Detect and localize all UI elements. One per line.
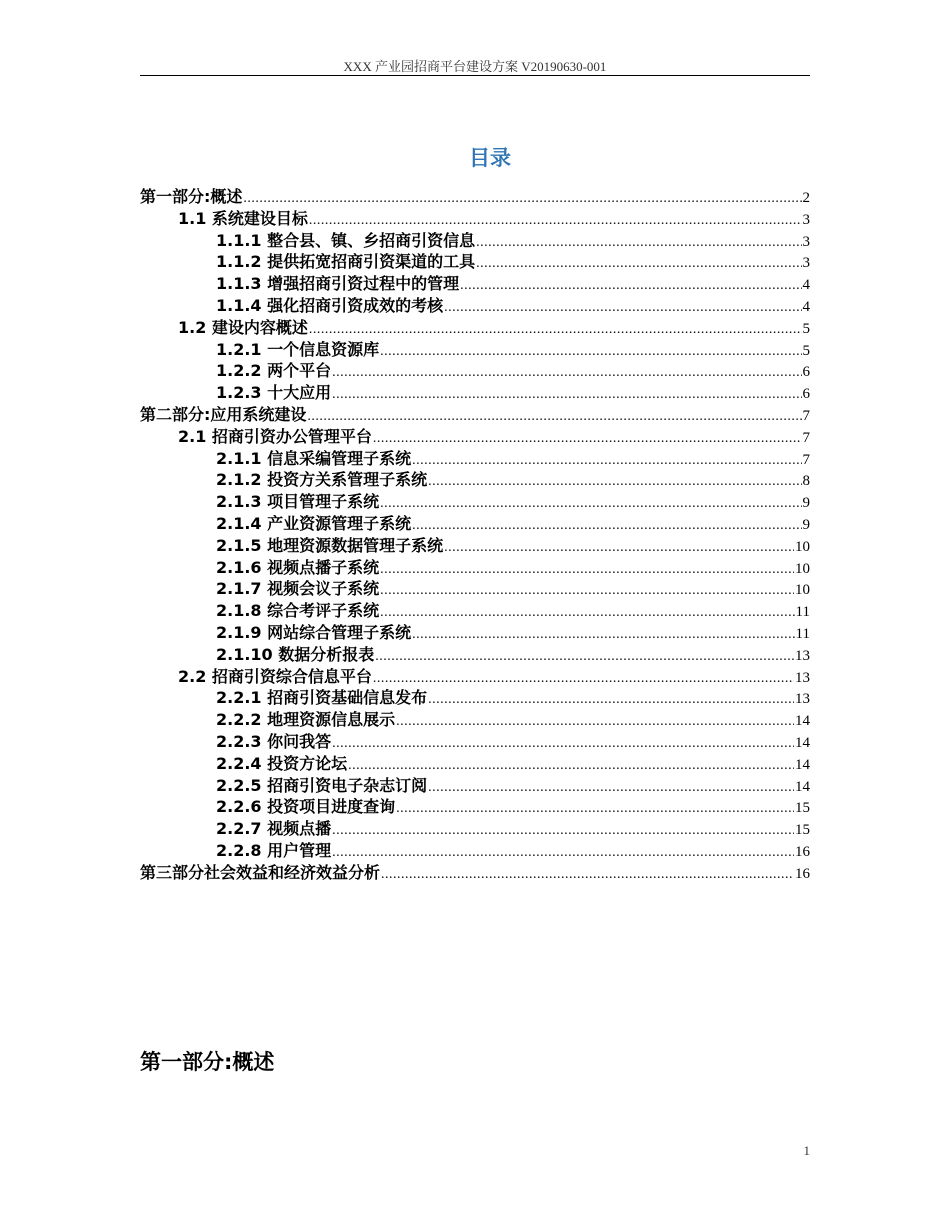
toc-dot-leader	[309, 319, 802, 341]
toc-entry-title: 第一部分:概述	[140, 187, 243, 206]
toc-dot-leader	[396, 711, 794, 733]
toc-entry-page: 3	[802, 211, 810, 228]
toc-entry-page: 10	[795, 582, 810, 599]
toc-entry-title: 2.1.3 项目管理子系统	[216, 492, 380, 512]
toc-entry-title: 第二部分:应用系统建设	[140, 404, 307, 424]
toc-entry[interactable]	[140, 709, 810, 731]
toc-entry[interactable]	[140, 251, 810, 273]
toc-entry-title: 2.1.1 信息采编管理子系统	[216, 448, 412, 468]
toc-dot-leader	[332, 362, 801, 384]
toc-dot-leader	[373, 428, 802, 450]
toc-entry-page: 10	[795, 538, 810, 555]
toc-dot-leader	[243, 188, 801, 210]
toc-dot-leader	[307, 406, 801, 428]
toc-entry-page: 13	[795, 669, 810, 686]
toc-entry-page: 4	[802, 298, 810, 315]
page-number: 1	[803, 1143, 810, 1158]
toc-dot-leader	[412, 450, 801, 472]
toc-entry[interactable]	[140, 862, 810, 884]
toc-dot-leader	[381, 864, 794, 886]
toc-entry-title: 2.2.1 招商引资基础信息发布	[216, 688, 428, 708]
toc-dot-leader	[428, 689, 794, 711]
toc-entry-page: 16	[795, 865, 810, 882]
toc-entry[interactable]	[140, 753, 810, 775]
toc-entry[interactable]	[140, 535, 810, 557]
table-of-contents	[140, 186, 810, 884]
toc-entry-title: 2.1.8 综合考评子系统	[216, 601, 380, 621]
page-header: XXX 产业园招商平台建设方案 V20190630-001	[343, 59, 607, 74]
toc-dot-leader	[460, 275, 801, 297]
toc-entry-page: 13	[795, 691, 810, 708]
toc-entry-title: 2.2.2 地理资源信息展示	[216, 710, 396, 730]
toc-entry-page: 14	[795, 756, 810, 773]
toc-entry-page: 15	[795, 800, 810, 817]
toc-entry-page: 2	[802, 190, 810, 206]
toc-entry-page: 7	[802, 407, 810, 424]
toc-dot-leader	[375, 646, 794, 668]
toc-entry-title: 2.1.2 投资方关系管理子系统	[216, 470, 428, 490]
toc-entry-title: 2.2.8 用户管理	[216, 840, 332, 860]
toc-entry[interactable]	[140, 644, 810, 666]
toc-entry-title: 1.1.4 强化招商引资成效的考核	[216, 295, 444, 315]
toc-entry[interactable]	[140, 578, 810, 600]
toc-entry-page: 14	[795, 713, 810, 730]
toc-entry[interactable]	[140, 230, 810, 252]
toc-entry-page: 10	[795, 560, 810, 577]
toc-dot-leader	[380, 341, 801, 363]
toc-entry-page: 15	[795, 822, 810, 839]
toc-entry[interactable]	[140, 775, 810, 797]
toc-entry-page: 9	[802, 495, 810, 512]
toc-entry-title: 2.2 招商引资综合信息平台	[178, 666, 372, 686]
toc-entry[interactable]	[140, 404, 810, 426]
toc-entry-title: 1.1.3 增强招商引资过程中的管理	[216, 274, 460, 294]
toc-dot-leader	[373, 668, 794, 690]
toc-entry-title: 第三部分社会效益和经济效益分析	[140, 862, 381, 882]
toc-entry[interactable]	[140, 317, 810, 339]
toc-entry-page: 16	[795, 843, 810, 860]
toc-entry[interactable]	[140, 186, 810, 208]
toc-entry[interactable]	[140, 382, 810, 404]
toc-dot-leader	[332, 820, 794, 842]
toc-entry-title: 2.1.4 产业资源管理子系统	[216, 513, 412, 533]
toc-dot-leader	[412, 515, 801, 537]
toc-entry-page: 5	[802, 342, 810, 359]
toc-entry[interactable]	[140, 796, 810, 818]
toc-entry-page: 14	[795, 734, 810, 751]
toc-dot-leader	[476, 232, 801, 254]
toc-dot-leader	[428, 777, 794, 799]
section-heading: 第一部分:概述	[140, 1050, 275, 1074]
toc-entry[interactable]	[140, 840, 810, 862]
toc-dot-leader	[332, 842, 794, 864]
toc-entry[interactable]	[140, 818, 810, 840]
toc-entry-page: 13	[795, 647, 810, 664]
toc-entry[interactable]	[140, 426, 810, 448]
toc-entry-page: 14	[795, 778, 810, 795]
toc-dot-leader	[444, 297, 801, 319]
toc-title: 目录	[469, 146, 511, 170]
toc-dot-leader	[380, 602, 794, 624]
toc-entry[interactable]	[140, 600, 810, 622]
toc-entry-page: 11	[795, 604, 810, 621]
toc-dot-leader	[380, 580, 794, 602]
toc-entry[interactable]	[140, 513, 810, 535]
toc-entry[interactable]	[140, 666, 810, 688]
toc-entry[interactable]	[140, 448, 810, 470]
toc-dot-leader	[332, 733, 794, 755]
toc-entry[interactable]	[140, 273, 810, 295]
toc-entry-page: 7	[802, 429, 810, 446]
toc-entry-title: 1.1.2 提供拓宽招商引资渠道的工具	[216, 252, 476, 272]
toc-entry-title: 2.1.5 地理资源数据管理子系统	[216, 535, 444, 555]
toc-dot-leader	[396, 798, 794, 820]
toc-entry-title: 2.1.10 数据分析报表	[216, 644, 375, 664]
toc-dot-leader	[428, 471, 801, 493]
toc-entry-title: 2.2.5 招商引资电子杂志订阅	[216, 775, 428, 795]
toc-entry-page: 6	[802, 386, 810, 403]
header-rule	[140, 75, 810, 76]
toc-entry[interactable]	[140, 491, 810, 513]
toc-entry-page: 3	[802, 233, 810, 250]
toc-entry-page: 7	[802, 451, 810, 468]
toc-dot-leader	[412, 624, 794, 646]
toc-entry-title: 1.2.2 两个平台	[216, 361, 332, 381]
toc-entry[interactable]	[140, 557, 810, 579]
toc-dot-leader	[380, 559, 794, 581]
toc-entry-page: 11	[795, 625, 810, 642]
toc-entry-title: 2.1 招商引资办公管理平台	[178, 426, 372, 446]
toc-entry-page: 5	[802, 320, 810, 337]
toc-entry-title: 1.2.3 十大应用	[216, 383, 332, 403]
toc-entry-title: 2.1.9 网站综合管理子系统	[216, 622, 412, 642]
toc-entry[interactable]	[140, 339, 810, 361]
toc-entry[interactable]	[140, 622, 810, 644]
toc-dot-leader	[348, 755, 794, 777]
toc-entry-page: 8	[802, 473, 810, 490]
toc-entry[interactable]	[140, 295, 810, 317]
toc-entry-title: 2.2.3 你问我答	[216, 731, 332, 751]
toc-entry[interactable]	[140, 360, 810, 382]
toc-entry-page: 4	[802, 277, 810, 294]
toc-entry[interactable]	[140, 687, 810, 709]
toc-dot-leader	[380, 493, 801, 515]
toc-entry-title: 2.1.7 视频会议子系统	[216, 579, 380, 599]
toc-entry[interactable]	[140, 469, 810, 491]
toc-dot-leader	[309, 210, 802, 232]
toc-entry-title: 1.2.1 一个信息资源库	[216, 339, 380, 359]
toc-dot-leader	[332, 384, 801, 406]
toc-entry-title: 2.2.7 视频点播	[216, 819, 332, 839]
toc-dot-leader	[444, 537, 794, 559]
toc-entry-page: 9	[802, 516, 810, 533]
toc-entry-title: 1.2 建设内容概述	[178, 317, 308, 337]
toc-entry-title: 2.2.4 投资方论坛	[216, 753, 348, 773]
toc-dot-leader	[476, 253, 801, 275]
toc-entry-title: 2.1.6 视频点播子系统	[216, 557, 380, 577]
toc-entry-title: 2.2.6 投资项目进度查询	[216, 797, 396, 817]
toc-entry-title: 1.1 系统建设目标	[178, 208, 308, 228]
toc-entry[interactable]	[140, 731, 810, 753]
toc-entry-page: 3	[802, 255, 810, 272]
toc-entry[interactable]	[140, 208, 810, 230]
toc-entry-title: 1.1.1 整合县、镇、乡招商引资信息	[216, 230, 476, 250]
toc-entry-page: 6	[802, 364, 810, 381]
